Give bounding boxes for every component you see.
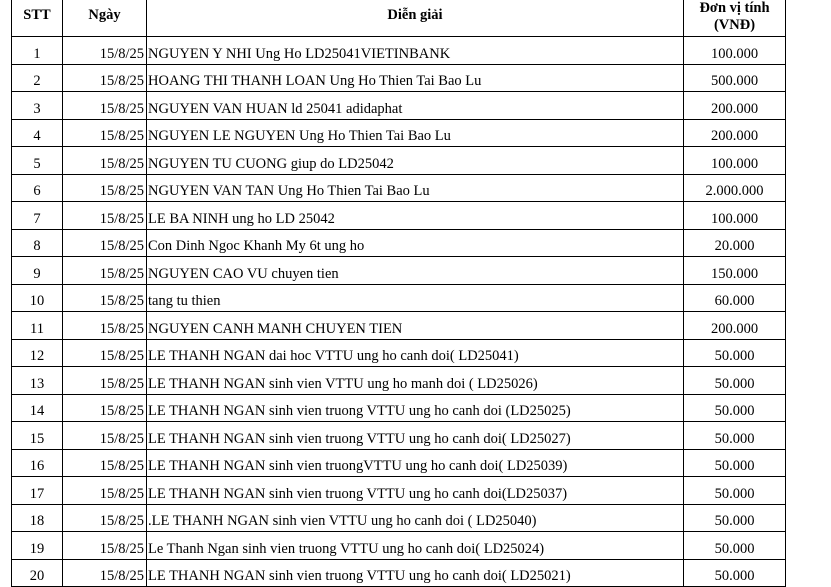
- row-description-cell: Con Dinh Ngoc Khanh My 6t ung ho: [147, 229, 684, 257]
- row-description-cell: NGUYEN LE NGUYEN Ung Ho Thien Tai Bao Lu: [147, 119, 684, 147]
- row-date-cell: 15/8/25: [63, 37, 147, 65]
- row-stt-cell: 17: [12, 477, 63, 505]
- row-stt-cell: 11: [12, 312, 63, 340]
- row-amount-cell: 60.000: [684, 284, 786, 312]
- row-date-cell: 15/8/25: [63, 559, 147, 587]
- table-row: [12, 229, 786, 257]
- row-date-cell: 15/8/25: [63, 367, 147, 395]
- column-header-description: Diễn giải: [147, 0, 684, 37]
- amount-header-unit: (VNĐ): [713, 17, 756, 34]
- row-description-cell: tang tu thien: [147, 284, 684, 312]
- row-description-cell: LE THANH NGAN sinh vien truong VTTU ung ho canh doi(LD25037): [147, 477, 684, 505]
- table-row: [12, 559, 786, 587]
- row-date-cell: 15/8/25: [63, 504, 147, 532]
- table-row: [12, 394, 786, 422]
- row-date-cell: 15/8/25: [63, 394, 147, 422]
- row-amount-cell: 2.000.000: [684, 174, 786, 202]
- row-description-cell: .LE THANH NGAN sinh vien VTTU ung ho canh doi ( LD25040): [147, 504, 684, 532]
- row-stt-cell: 15: [12, 422, 63, 450]
- row-description-cell: NGUYEN CANH MANH CHUYEN TIEN: [147, 312, 684, 340]
- row-stt-cell: 3: [12, 92, 63, 120]
- row-amount-cell: 200.000: [684, 92, 786, 120]
- table-row: [12, 257, 786, 285]
- row-description-cell: LE THANH NGAN sinh vien truong VTTU ung ho canh doi (LD25025): [147, 394, 684, 422]
- row-description-cell: NGUYEN VAN TAN Ung Ho Thien Tai Bao Lu: [147, 174, 684, 202]
- table-row: [12, 174, 786, 202]
- row-stt-cell: 10: [12, 284, 63, 312]
- row-stt-cell: 6: [12, 174, 63, 202]
- table-row: [12, 202, 786, 230]
- row-stt-cell: 20: [12, 559, 63, 587]
- row-amount-cell: 50.000: [684, 559, 786, 587]
- row-amount-cell: 200.000: [684, 119, 786, 147]
- table-row: [12, 532, 786, 560]
- table-row: [12, 147, 786, 175]
- row-stt-cell: 7: [12, 202, 63, 230]
- table-row: [12, 284, 786, 312]
- row-date-cell: 15/8/25: [63, 284, 147, 312]
- row-description-cell: NGUYEN CAO VU chuyen tien: [147, 257, 684, 285]
- table-row: [12, 119, 786, 147]
- row-date-cell: 15/8/25: [63, 119, 147, 147]
- row-description-cell: NGUYEN TU CUONG giup do LD25042: [147, 147, 684, 175]
- table-row: [12, 339, 786, 367]
- row-stt-cell: 14: [12, 394, 63, 422]
- row-stt-cell: 2: [12, 64, 63, 92]
- row-amount-cell: 200.000: [684, 312, 786, 340]
- row-stt-cell: 13: [12, 367, 63, 395]
- table-row: [12, 422, 786, 450]
- table-body: [12, 37, 786, 587]
- row-date-cell: 15/8/25: [63, 339, 147, 367]
- row-description-cell: LE THANH NGAN sinh vien truong VTTU ung ho canh doi( LD25027): [147, 422, 684, 450]
- table-row: [12, 504, 786, 532]
- row-amount-cell: 50.000: [684, 449, 786, 477]
- row-amount-cell: 150.000: [684, 257, 786, 285]
- row-date-cell: 15/8/25: [63, 174, 147, 202]
- row-description-cell: LE THANH NGAN sinh vien truong VTTU ung ho canh doi( LD25021): [147, 559, 684, 587]
- row-date-cell: 15/8/25: [63, 257, 147, 285]
- row-stt-cell: 5: [12, 147, 63, 175]
- row-stt-cell: 8: [12, 229, 63, 257]
- row-amount-cell: 50.000: [684, 532, 786, 560]
- table-row: [12, 312, 786, 340]
- column-header-date: Ngày: [63, 0, 147, 37]
- row-stt-cell: 18: [12, 504, 63, 532]
- row-description-cell: NGUYEN Y NHI Ung Ho LD25041VIETINBANK: [147, 37, 684, 65]
- row-description-cell: Le Thanh Ngan sinh vien truong VTTU ung ho canh doi( LD25024): [147, 532, 684, 560]
- row-amount-cell: 500.000: [684, 64, 786, 92]
- table-row: [12, 92, 786, 120]
- row-amount-cell: 100.000: [684, 147, 786, 175]
- row-description-cell: NGUYEN VAN HUAN ld 25041 adidaphat: [147, 92, 684, 120]
- table-row: [12, 449, 786, 477]
- table-row: [12, 37, 786, 65]
- row-stt-cell: 16: [12, 449, 63, 477]
- row-description-cell: HOANG THI THANH LOAN Ung Ho Thien Tai Bao Lu: [147, 64, 684, 92]
- column-header-amount: [684, 0, 786, 37]
- row-date-cell: 15/8/25: [63, 92, 147, 120]
- row-description-cell: LE THANH NGAN sinh vien truongVTTU ung ho canh doi( LD25039): [147, 449, 684, 477]
- row-stt-cell: 19: [12, 532, 63, 560]
- row-date-cell: 15/8/25: [63, 202, 147, 230]
- row-amount-cell: 100.000: [684, 202, 786, 230]
- row-stt-cell: 1: [12, 37, 63, 65]
- row-date-cell: 15/8/25: [63, 449, 147, 477]
- row-description-cell: LE THANH NGAN sinh vien VTTU ung ho manh doi ( LD25026): [147, 367, 684, 395]
- amount-header-line1: Đơn vị tính: [699, 0, 770, 16]
- row-amount-cell: 50.000: [684, 422, 786, 450]
- row-date-cell: 15/8/25: [63, 422, 147, 450]
- row-amount-cell: 50.000: [684, 394, 786, 422]
- row-amount-cell: 50.000: [684, 477, 786, 505]
- row-amount-cell: 50.000: [684, 339, 786, 367]
- table-header: [12, 0, 786, 37]
- header-row: [12, 0, 786, 37]
- row-stt-cell: 9: [12, 257, 63, 285]
- row-stt-cell: 4: [12, 119, 63, 147]
- row-date-cell: 15/8/25: [63, 312, 147, 340]
- row-amount-cell: 100.000: [684, 37, 786, 65]
- row-amount-cell: 50.000: [684, 367, 786, 395]
- row-date-cell: 15/8/25: [63, 532, 147, 560]
- row-description-cell: LE BA NINH ung ho LD 25042: [147, 202, 684, 230]
- row-date-cell: 15/8/25: [63, 147, 147, 175]
- row-amount-cell: 20.000: [684, 229, 786, 257]
- donation-table: [11, 0, 786, 587]
- table-row: [12, 477, 786, 505]
- table-row: [12, 64, 786, 92]
- row-date-cell: 15/8/25: [63, 477, 147, 505]
- table-row: [12, 367, 786, 395]
- row-amount-cell: 50.000: [684, 504, 786, 532]
- row-date-cell: 15/8/25: [63, 64, 147, 92]
- column-header-stt: STT: [12, 0, 63, 37]
- row-stt-cell: 12: [12, 339, 63, 367]
- row-description-cell: LE THANH NGAN dai hoc VTTU ung ho canh doi( LD25041): [147, 339, 684, 367]
- row-date-cell: 15/8/25: [63, 229, 147, 257]
